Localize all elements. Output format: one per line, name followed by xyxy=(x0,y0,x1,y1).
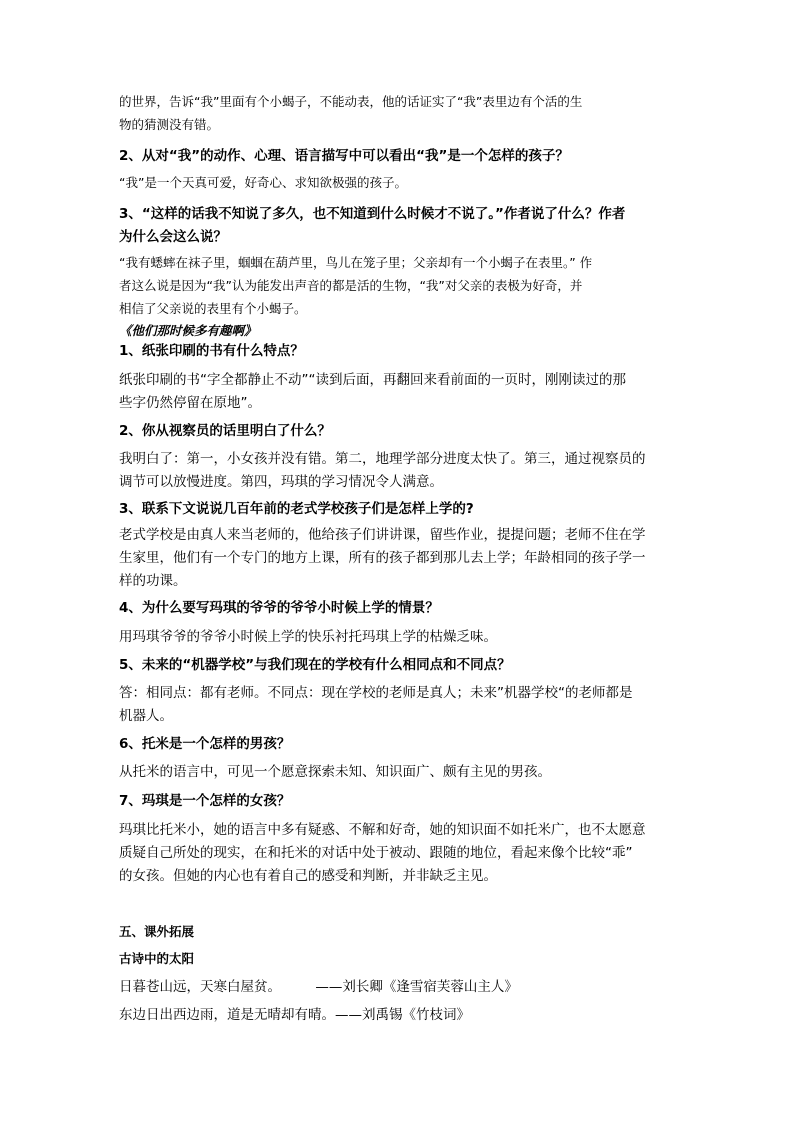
text-line: 物的猜测没有错。 xyxy=(119,117,220,132)
answer-3-cont: 者这么说是因为“我”认为能发出声音的都是活的生物，“我”对父亲的表极为好奇，并 xyxy=(119,278,583,293)
answer-3-cont: 生家里，他们有一个专门的地方上课，所有的孩子都到那儿去上学；年龄相同的孩子学一 xyxy=(119,550,646,566)
answer-5: 答：相同点：都有老师。不同点：现在学校的老师是真人；未来”机器学校“的老师都是 xyxy=(119,685,633,701)
section-heading: 五、课外拓展 xyxy=(119,924,195,939)
answer-4: 用玛琪爷爷的爷爷小时候上学的快乐衬托玛琪上学的枯燥乏味。 xyxy=(119,629,497,645)
question-5: 5、未来的“机器学校”与我们现在的学校有什么相同点和不同点？ xyxy=(119,657,511,673)
answer-2: 我明白了：第一，小女孩并没有错。第二，地理学部分进度太快了。第三，通过视察员的 xyxy=(119,451,646,467)
poem-line: 日暮苍山远，天寒白屋贫。 ——刘长卿《逢雪宿芙蓉山主人》 xyxy=(119,979,518,995)
text-line: 的世界，告诉“我”里面有个小蝎子，不能动表，他的话证实了“我”表里边有个活的生 xyxy=(119,94,583,109)
question-2: 2、从对“我”的动作、心理、语言描写中可以看出“我”是一个怎样的孩子？ xyxy=(119,148,569,164)
question-2: 2、你从视察员的话里明白了什么？ xyxy=(119,423,331,439)
answer-3-cont: 样的功课。 xyxy=(119,573,187,589)
subsection-heading: 古诗中的太阳 xyxy=(119,951,195,966)
answer-2-cont: 调节可以放慢进度。第四，玛琪的学习情况令人满意。 xyxy=(119,474,443,490)
answer-5-cont: 机器人。 xyxy=(119,708,173,724)
answer-7-cont: 质疑自己所处的现实，在和托米的对话中处于被动、跟随的地位，看起来像个比较“乖” xyxy=(119,845,633,861)
question-3: 3、联系下文说说几百年前的老式学校孩子们是怎样上学的? xyxy=(119,501,474,517)
answer-7-cont: 的女孩。但她的内心也有着自己的感受和判断，并非缺乏主见。 xyxy=(119,868,497,884)
question-1: 1、纸张印刷的书有什么特点？ xyxy=(119,343,304,359)
answer-1-cont: 些字仍然停留在原地”。 xyxy=(119,395,261,411)
answer-7: 玛琪比托米小，她的语言中多有疑惑、不解和好奇，她的知识面不如托米广，也不太愿意 xyxy=(119,822,646,838)
question-3: 3、“这样的话我不知说了多久，也不知道到什么时候才不说了。”作者说了什么？作者 xyxy=(119,206,626,222)
question-6: 6、托米是一个怎样的男孩？ xyxy=(119,736,291,752)
answer-2: “我”是一个天真可爱，好奇心、求知欲极强的孩子。 xyxy=(119,175,407,190)
poem-line: 东边日出西边雨，道是无晴却有晴。——刘禹锡《竹枝词》 xyxy=(119,1007,470,1023)
answer-3: “我有蟋蟀在袜子里，蝈蝈在葫芦里，鸟儿在笼子里；父亲却有一个小蝎子在表里。” 作 xyxy=(119,255,593,270)
answer-3-cont: 相信了父亲说的表里有个小蝎子。 xyxy=(119,301,307,316)
answer-1: 纸张印刷的书“字全都静止不动”“读到后面，再翻回来看前面的一页时，刚刚读过的那 xyxy=(119,372,626,388)
question-4: 4、为什么要写玛琪的爷爷的爷爷小时候上学的情景？ xyxy=(119,600,439,616)
question-7: 7、玛琪是一个怎样的女孩？ xyxy=(119,793,291,809)
answer-6: 从托米的语言中，可见一个愿意探索未知、知识面广、颇有主见的男孩。 xyxy=(119,764,551,780)
answer-3: 老式学校是由真人来当老师的，他给孩子们讲讲课，留些作业，提提问题；老师不住在学 xyxy=(119,527,646,543)
lesson-title: 《他们那时候多有趣啊》 xyxy=(119,323,257,338)
question-3-cont: 为什么会这么说？ xyxy=(119,229,227,245)
